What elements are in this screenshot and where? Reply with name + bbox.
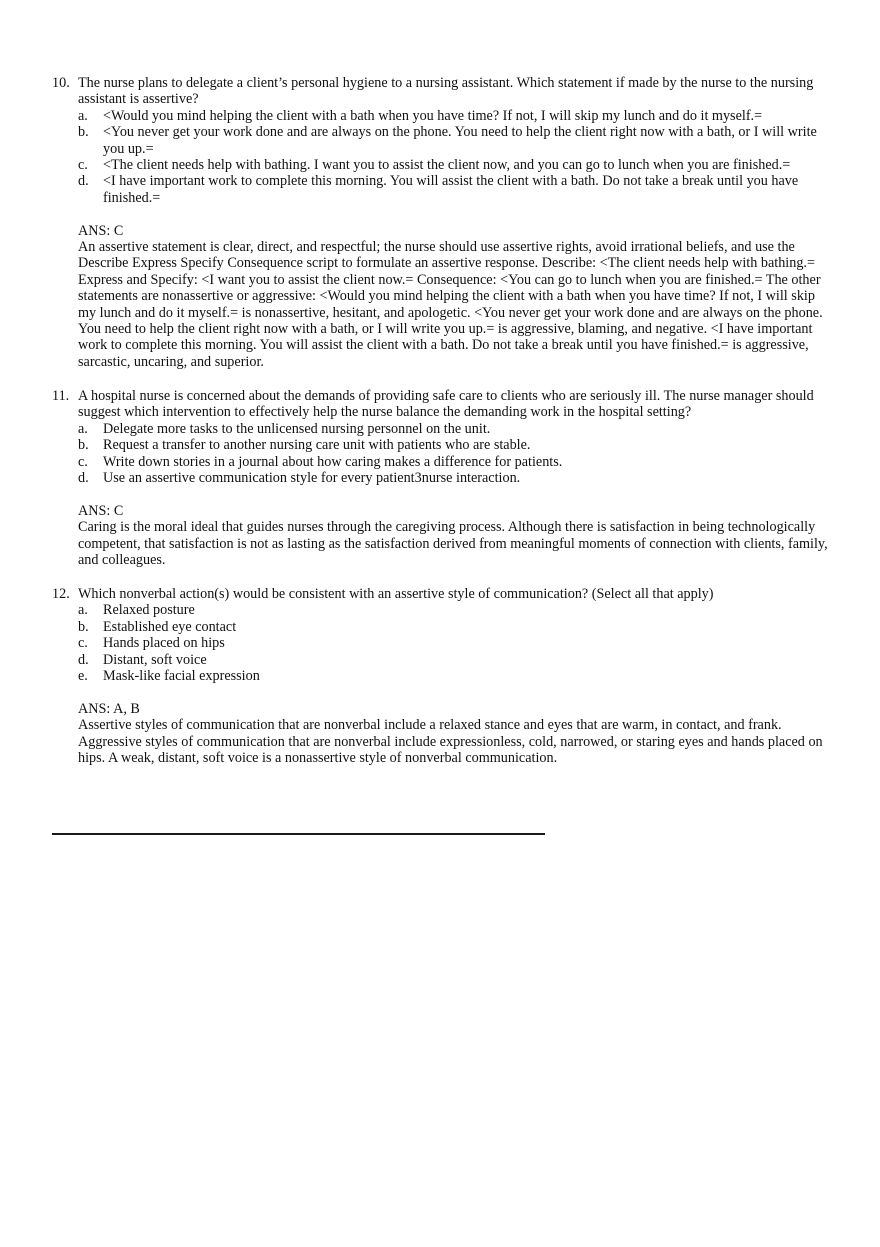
option-d [52,173,834,206]
option-letter: d. [78,651,89,668]
option-text: Distant, soft voice [103,651,207,668]
question-number: 12. [52,586,70,602]
option-a [52,108,834,124]
option-letter: c. [78,453,88,470]
option-letter: a. [78,107,88,124]
option-e [52,668,834,684]
option-letter: b. [78,437,89,454]
answer-block [52,701,834,767]
question-stem: Which nonverbal action(s) would be consistent with an assertive style of communication? (Select all that apply) [78,586,714,602]
option-b [52,619,834,635]
question-stem: A hospital nurse is concerned about the demands of providing safe care to clients who are seriously ill. The nurse manager should suggest which intervention to effectively help the nurse balance the demanding work in the hospital setting? [78,388,814,421]
option-text: <Would you mind helping the client with a bath when you have time? If not, I will skip my lunch and do it myself.= [103,107,763,124]
answer-options [52,421,834,487]
option-c [52,454,834,470]
option-letter: b. [78,124,89,141]
option-letter: a. [78,602,88,619]
question-10 [52,75,834,370]
answer-options [52,108,834,206]
footnote-divider [52,833,545,835]
question-12 [52,586,834,766]
option-text: Mask-like facial expression [103,668,260,685]
answer-key: ANS: C [78,222,124,239]
question-header [52,586,834,602]
option-d [52,652,834,668]
option-text: <You never get your work done and are always on the phone. You need to help the client right now with a bath, or I will write you up.= [103,124,817,157]
answer-options [52,602,834,684]
option-letter: c. [78,157,88,174]
option-letter: a. [78,420,88,437]
option-text: <The client needs help with bathing. I want you to assist the client now, and you can go to lunch when you are finished.= [103,157,791,174]
option-b [52,437,834,453]
question-header [52,388,834,421]
rationale-text: Caring is the moral ideal that guides nurses through the caregiving process. Although there is satisfaction in being technologically competent, that satisfaction is not as lasting as the satisfaction derived from meaningful moments of connection with clients, family, and colleagues. [78,519,828,569]
answer-key: ANS: A, B [78,700,140,717]
option-a [52,421,834,437]
rationale-text: Assertive styles of communication that are nonverbal include a relaxed stance and eyes that are warm, in contact, and frank. Aggressive styles of communication that are nonverbal include expressionless, cold, narrowed, or staring eyes and hands placed on hips. A weak, distant, soft voice is a nonassertive style of nonverbal communication. [78,717,823,767]
question-stem: The nurse plans to delegate a client’s personal hygiene to a nursing assistant. Which statement if made by the nurse to the nursing assistant is assertive? [78,75,814,108]
option-text: Write down stories in a journal about how caring makes a difference for patients. [103,453,563,470]
option-c [52,635,834,651]
question-header [52,75,834,108]
option-letter: b. [78,618,89,635]
option-b [52,124,834,157]
option-letter: e. [78,668,88,685]
question-number: 10. [52,75,70,91]
rationale-text: An assertive statement is clear, direct, and respectful; the nurse should use assertive rights, avoid irrational beliefs, and use the Describe Express Specify Consequence script to formulate an assertive response. Describe: <The client needs help with bathing.= Express and Specify: <I want you to assist the client now.= Consequence: <You can go to lunch when you are finished.= The other statements are nonassertive or aggressive: <Would you mind helping the client with a bath when you have time? If not, I will skip my lunch and do it myself.= is nonassertive, hesitant, and apologetic. <You never get your work done and are always on the phone. You need to help the client right now with a bath, or I will write you up.= is aggressive, blaming, and negative. <I have important work to complete this morning. You will assist the client with a bath. Do not take a break until you have finished.= is aggressive, sarcastic, uncaring, and superior. [78,239,823,370]
option-d [52,470,834,486]
option-text: Hands placed on hips [103,635,225,652]
question-11 [52,388,834,568]
answer-block [52,223,834,371]
option-a [52,602,834,618]
option-letter: c. [78,635,88,652]
option-letter: d. [78,470,89,487]
option-text: Relaxed posture [103,602,195,619]
option-text: Request a transfer to another nursing care unit with patients who are stable. [103,437,531,454]
answer-block [52,503,834,569]
answer-key: ANS: C [78,502,124,519]
option-letter: d. [78,173,89,190]
option-text: Use an assertive communication style for every patient3nurse interaction. [103,470,521,487]
option-text: Established eye contact [103,618,237,635]
question-number: 11. [52,388,70,404]
option-c [52,157,834,173]
option-text: <I have important work to complete this morning. You will assist the client with a bath. Do not take a break until you have finished.= [103,173,799,206]
option-text: Delegate more tasks to the unlicensed nursing personnel on the unit. [103,420,491,437]
